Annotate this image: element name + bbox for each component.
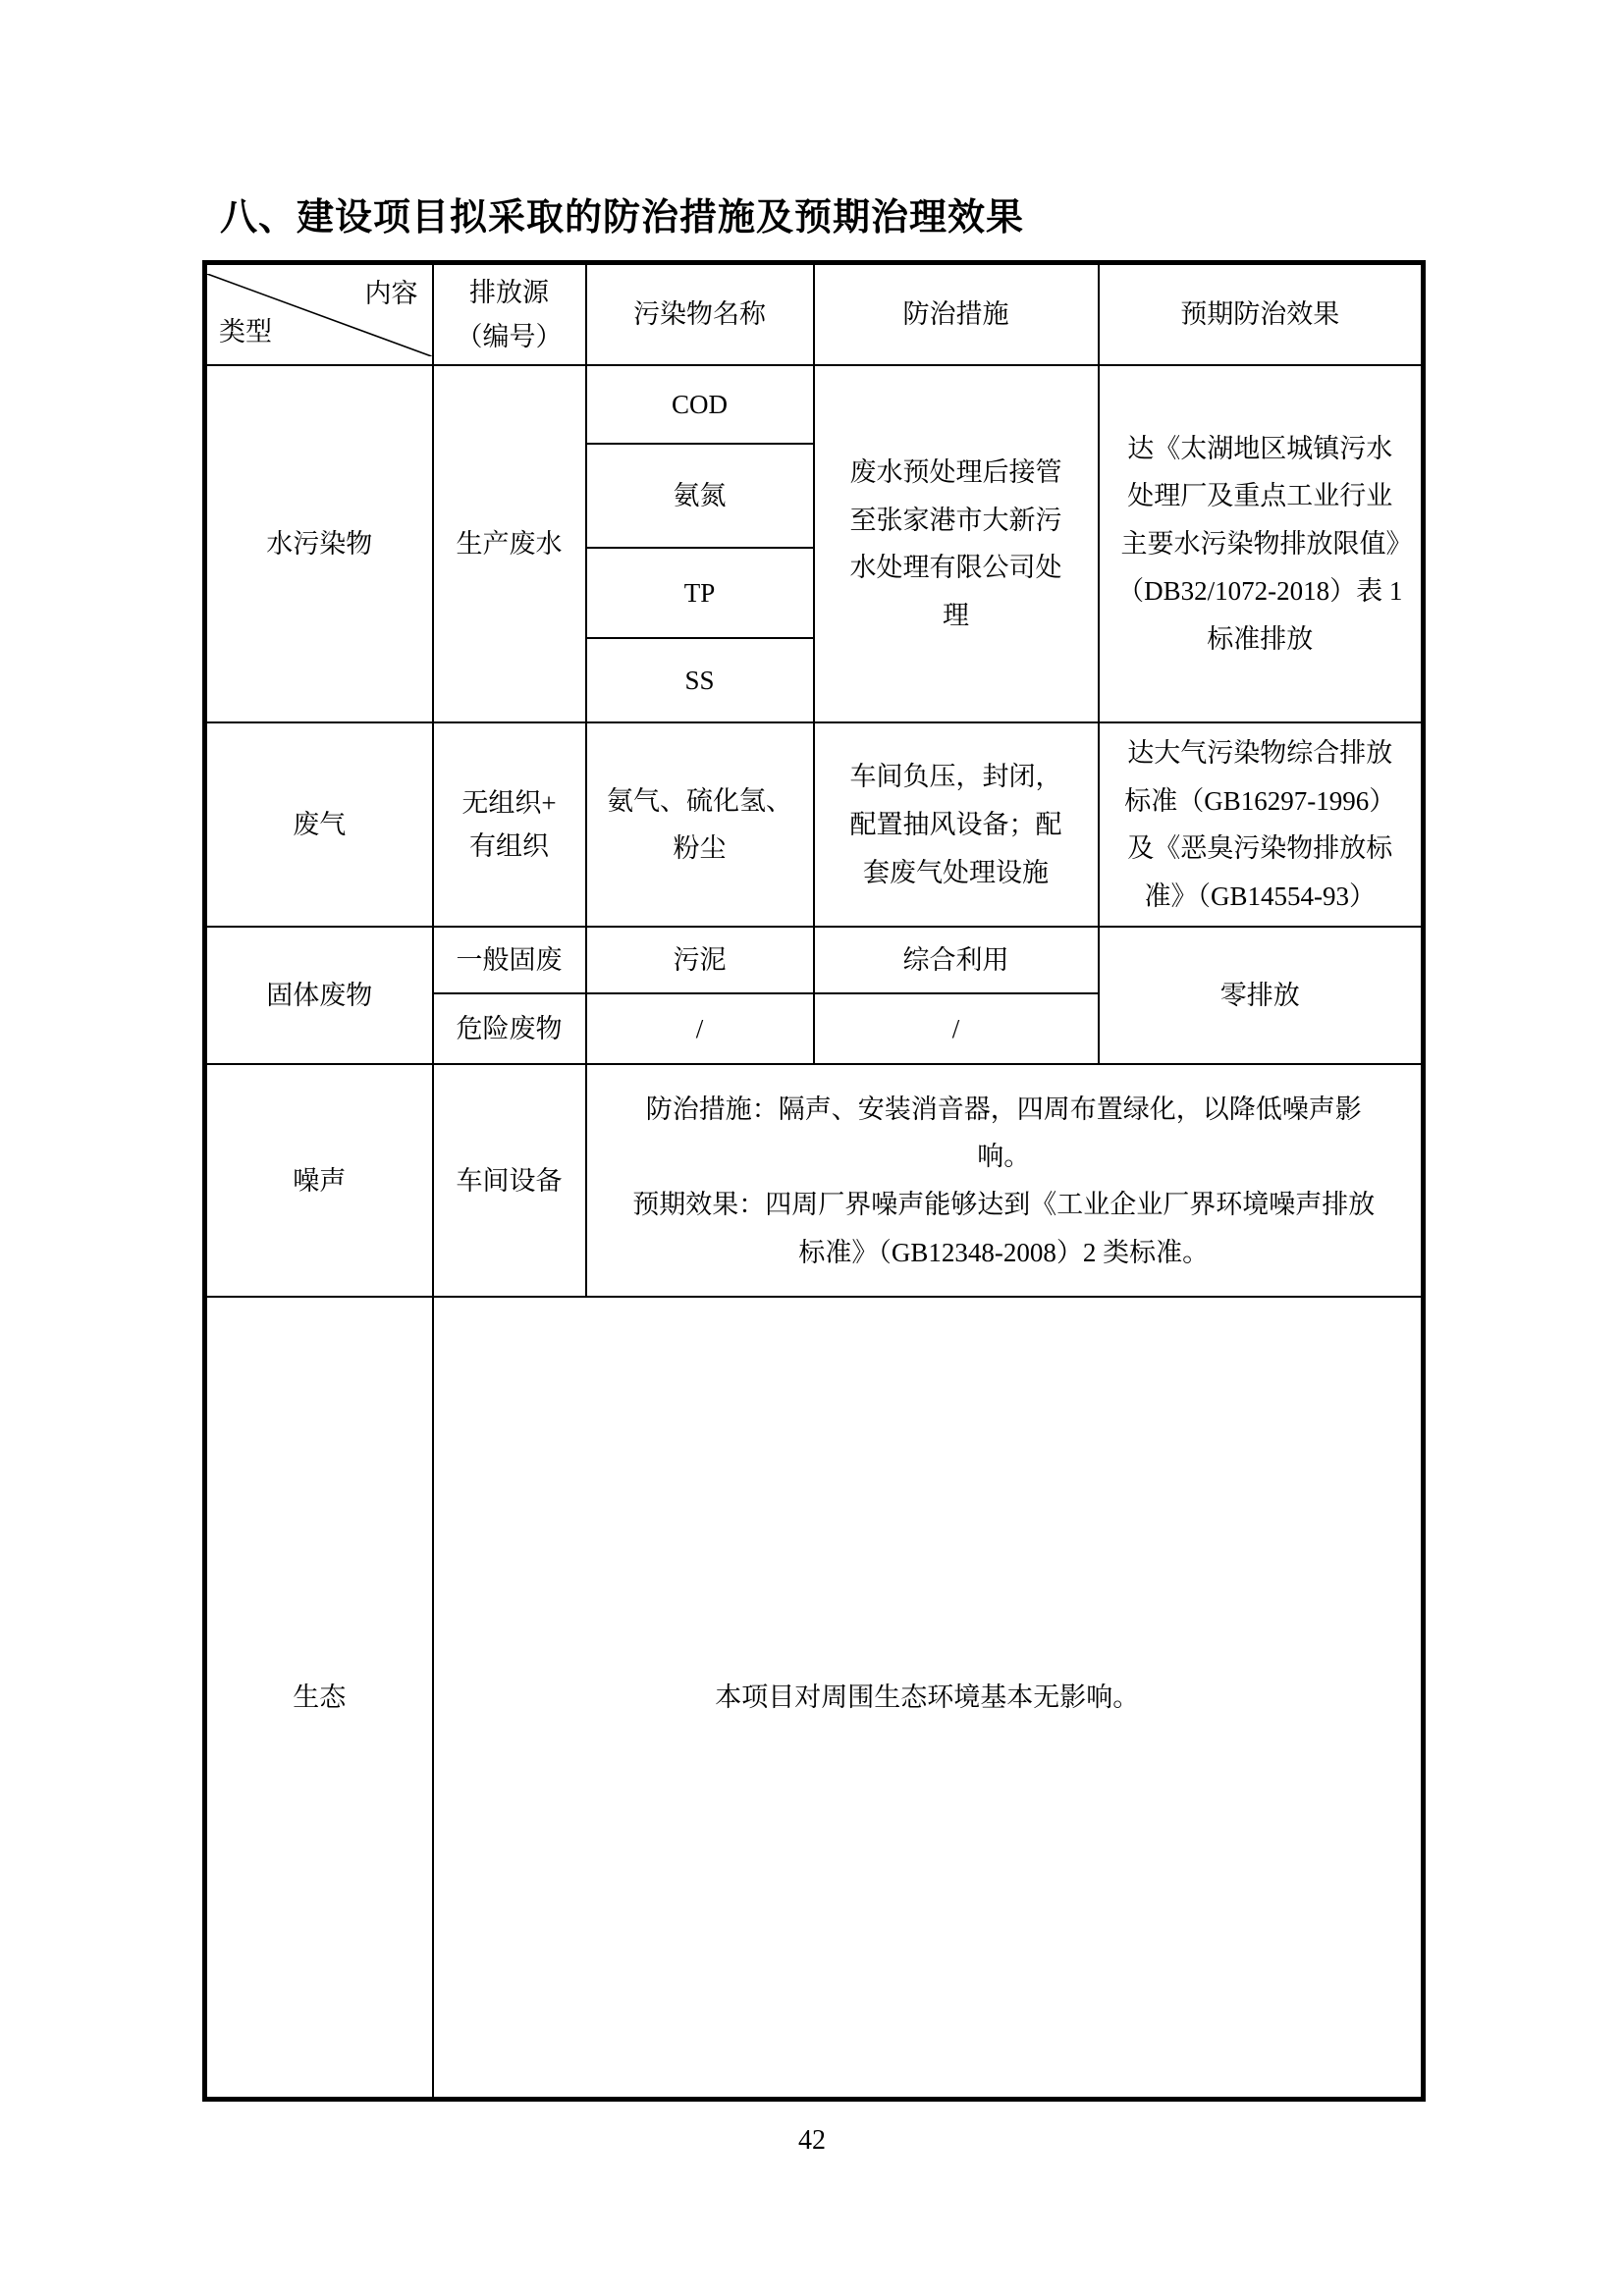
gas-source-line2: 有组织 bbox=[469, 831, 549, 862]
header-corner-type-label: 类型 bbox=[219, 317, 272, 347]
cell-eco-description: 本项目对周围生态环境基本无影响。 bbox=[433, 1297, 1424, 2099]
cell-pollutant-cod: COD bbox=[586, 365, 814, 444]
cell-solid-general-pollutant: 污泥 bbox=[586, 927, 814, 993]
cell-solid-hazard-pollutant: / bbox=[586, 993, 814, 1064]
cell-eco-type: 生态 bbox=[205, 1297, 433, 2099]
cell-solid-hazard-measure: / bbox=[814, 993, 1099, 1064]
header-cell-measures: 防治措施 bbox=[814, 263, 1099, 366]
row-eco bbox=[205, 1297, 1424, 2099]
cell-pollutant-nh3n: 氨氮 bbox=[586, 444, 814, 548]
diagonal-split bbox=[207, 274, 432, 356]
cell-water-type: 水污染物 bbox=[205, 365, 433, 722]
row-noise bbox=[205, 1064, 1424, 1297]
cell-gas-source bbox=[433, 722, 586, 927]
header-cell-effect: 预期防治效果 bbox=[1099, 263, 1424, 366]
cell-solid-general-measure: 综合利用 bbox=[814, 927, 1099, 993]
cell-solid-hazard-source: 危险废物 bbox=[433, 993, 586, 1064]
page-number: 42 bbox=[798, 2125, 826, 2156]
cell-water-effect: 达《太湖地区城镇污水处理厂及重点工业行业主要水污染物排放限值》（DB32/1072-2018）表 1 标准排放 bbox=[1099, 365, 1424, 722]
cell-gas-type: 废气 bbox=[205, 722, 433, 927]
prevention-measures-table bbox=[202, 260, 1426, 2102]
table-header-row bbox=[205, 263, 1424, 366]
noise-measures-text: 防治措施：隔声、安装消音器，四周布置绿化，以降低噪声影响。 bbox=[645, 1094, 1362, 1172]
cell-solid-type: 固体废物 bbox=[205, 927, 433, 1064]
header-cell-source bbox=[433, 263, 586, 366]
header-cell-pollutant: 污染物名称 bbox=[586, 263, 814, 366]
cell-solid-general-source: 一般固废 bbox=[433, 927, 586, 993]
noise-effect-text: 预期效果：四周厂界噪声能够达到《工业企业厂界环境噪声排放标准》（GB12348-2008）2 类标准。 bbox=[632, 1189, 1376, 1267]
gas-source-line1: 无组织+ bbox=[461, 787, 557, 818]
cell-noise-source: 车间设备 bbox=[433, 1064, 586, 1297]
cell-gas-measures: 车间负压，封闭，配置抽风设备；配套废气处理设施 bbox=[814, 722, 1099, 927]
header-source-line2: （编号） bbox=[456, 321, 563, 351]
cell-pollutant-ss: SS bbox=[586, 638, 814, 722]
cell-noise-type: 噪声 bbox=[205, 1064, 433, 1297]
header-source-line1: 排放源 bbox=[469, 278, 549, 307]
cell-gas-effect: 达大气污染物综合排放标准（GB16297-1996）及《恶臭污染物排放标准》（GB14554-93） bbox=[1099, 722, 1424, 927]
cell-gas-pollutants: 氨气、硫化氢、粉尘 bbox=[586, 722, 814, 927]
cell-water-source: 生产废水 bbox=[433, 365, 586, 722]
row-gas bbox=[205, 722, 1424, 927]
cell-noise-description bbox=[586, 1064, 1424, 1297]
cell-solid-effect: 零排放 bbox=[1099, 927, 1424, 1064]
cell-pollutant-tp: TP bbox=[586, 548, 814, 638]
header-corner-content-label: 内容 bbox=[364, 278, 418, 308]
row-water-cod bbox=[205, 365, 1424, 444]
row-solid-general bbox=[205, 927, 1424, 993]
cell-water-measures: 废水预处理后接管至张家港市大新污水处理有限公司处理 bbox=[814, 365, 1099, 722]
header-corner-cell bbox=[205, 263, 433, 366]
section-heading: 八、建设项目拟采取的防治措施及预期治理效果 bbox=[220, 197, 1025, 239]
